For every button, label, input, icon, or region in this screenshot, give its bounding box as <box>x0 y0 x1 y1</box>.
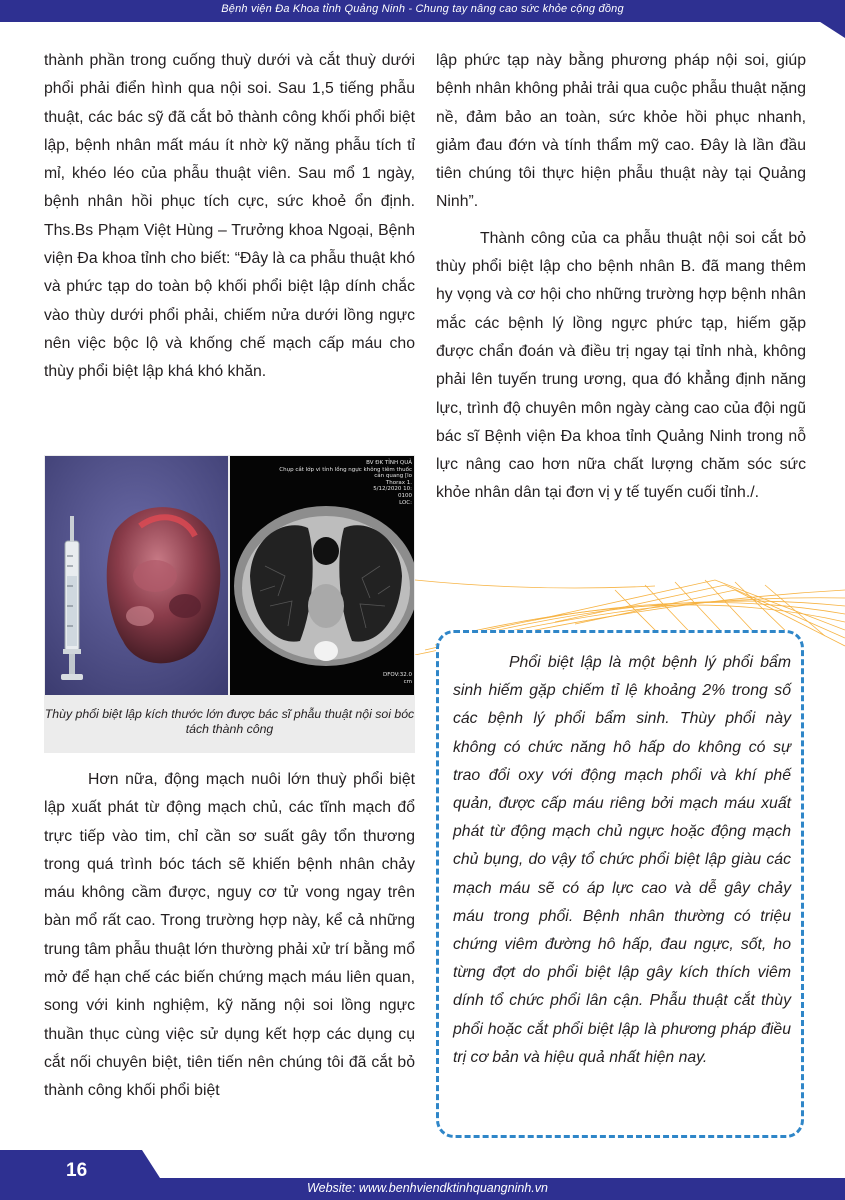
page-number: 16 <box>66 1160 88 1181</box>
ct-footer-line: cm <box>403 679 412 685</box>
header-slogan: Bệnh viện Đa Khoa tỉnh Quảng Ninh - Chung tay nâng cao sức khỏe cộng đồng <box>221 3 624 15</box>
surgery-specimen-photo <box>45 456 228 695</box>
ct-header-line: 5/12/2020 10: <box>373 486 412 493</box>
ct-header-line: LOC: <box>399 499 412 506</box>
ct-header-line: 0100 <box>398 492 412 499</box>
figure <box>44 455 415 753</box>
ct-header-line: BV ĐK TỈNH QUẢ <box>366 460 412 466</box>
article-paragraph: thành phần trong cuống thuỳ dưới và cắt thuỳ dưới phổi phải điển hình qua nội soi. Sau 1,5 tiếng phẫu thuật, các bác sỹ đã cắt bỏ thành công khối phổi biệt lập, bệnh nhân mất máu ít nhờ kỹ năng phẫu tích tỉ mỉ, khéo léo của phẫu thuật viên. Sau mổ 1 ngày, bệnh nhân hồi phục tích cực, sức khoẻ ổn định. Ths.Bs Phạm Việt Hùng – Trưởng khoa Ngoại, Bệnh viện Đa khoa tỉnh cho biết: “Đây là ca phẫu thuật khó và phức tạp do toàn bộ khối phổi biệt lập dính chắc vào thùy dưới phổi phải, chiếm nửa dưới lồng ngực nên việc bộc lộ và khống chế mạch cấp máu cho thùy phổi biệt lập khá khó khăn. <box>44 52 415 381</box>
ct-footer-line: DFOV:32.0 <box>382 672 412 678</box>
ct-scan-image <box>230 456 414 695</box>
header-corner-shape <box>814 18 845 38</box>
ct-header-line: Thorax 1. <box>385 479 412 486</box>
ct-header-line: Chụp cắt lớp vi tính lồng ngực không tiêm thuốc cản quang [lo <box>279 466 412 480</box>
info-box <box>436 630 804 1138</box>
figure-caption: Thùy phổi biệt lập kích thước lớn được bác sĩ phẫu thuật nội soi bóc tách thành công <box>44 707 415 736</box>
article-left-bottom <box>44 766 415 1106</box>
article-paragraph: Hơn nữa, động mạch nuôi lớn thuỳ phổi biệt lập xuất phát từ động mạch chủ, các tĩnh mạch đổ trực tiếp vào tim, chỉ cần sơ suất gây tổn thương trong quá trình bóc tách sẽ khiến bệnh nhân chảy máu không cầm được, nguy cơ tử vong ngay trên bàn mổ rất cao. Trong trường hợp này, kể cả những trung tâm phẫu thuật lớn thường phải xử trí bằng mổ mở để hạn chế các biến chứng mạch máu liên quan, song với kinh nghiệm, kỹ năng nội soi lồng ngực thuần thục cùng việc sử dụng kết hợp các dụng cụ cắt nối chuyên biệt, tiên tiến nên chúng tôi đã cắt bỏ thành công khối phổi biệt <box>44 771 415 1100</box>
footer-website: Website: www.benhviendktinhquangninh.vn <box>307 1181 548 1195</box>
article-right-top <box>436 47 806 508</box>
article-left-top <box>44 47 415 387</box>
article-paragraph: lập phức tạp này bằng phương pháp nội soi, giúp bệnh nhân không phải trải qua cuộc phẫu thuật nặng nề, đảm bảo an toàn, sức khỏe hồi phục nhanh, giảm đau đớn và tính thẩm mỹ cao. Đây là lần đầu tiên chúng tôi thực hiện phẫu thuật này tại Quảng Ninh”. <box>436 52 806 211</box>
info-box-text: Phổi biệt lập là một bệnh lý phổi bẩm sinh hiếm gặp chiếm tỉ lệ khoảng 2% trong số các bệnh lý phổi bẩm sinh. Thùy phổi này không có chức năng hô hấp do không có sự trao đổi oxy với động mạch phổi và khí phế quản, được cấp máu riêng bởi mạch máu xuất phát từ động mạch chủ ngực hoặc động mạch chủ bụng, do vậy tổ chức phổi biệt lập giàu các mạch máu sẽ có áp lực cao và dễ gây chảy máu trong phổi. Bệnh nhân thường có triệu chứng viêm đường hô hấp, đau ngực, sốt, ho từng đợt do phổi biệt lập gây kích thích viêm dính tổ chức phổi lân cận. Phẫu thuật cắt thùy phổi hoặc cắt phổi biệt lập là phương pháp điều trị cơ bản và hiệu quả nhất hiện nay. <box>453 654 791 1066</box>
article-paragraph: Thành công của ca phẫu thuật nội soi cắt bỏ thùy phổi biệt lập cho bệnh nhân B. đã mang thêm hy vọng và cơ hội cho những trường hợp bệnh nhân mắc các bệnh lý lồng ngực phức tạp, hiếm gặp được chẩn đoán và điều trị ngay tại tỉnh nhà, không phải lên tuyến trung ương, qua đó khẳng định năng lực, trình độ chuyên môn ngày càng cao của đội ngũ bác sĩ Bệnh viện Đa khoa tỉnh Quảng Ninh trong nỗ lực nâng cao hơn nữa chất lượng chăm sóc sức khỏe nhân dân tại đơn vị y tế tuyến cuối tỉnh./. <box>436 229 806 502</box>
